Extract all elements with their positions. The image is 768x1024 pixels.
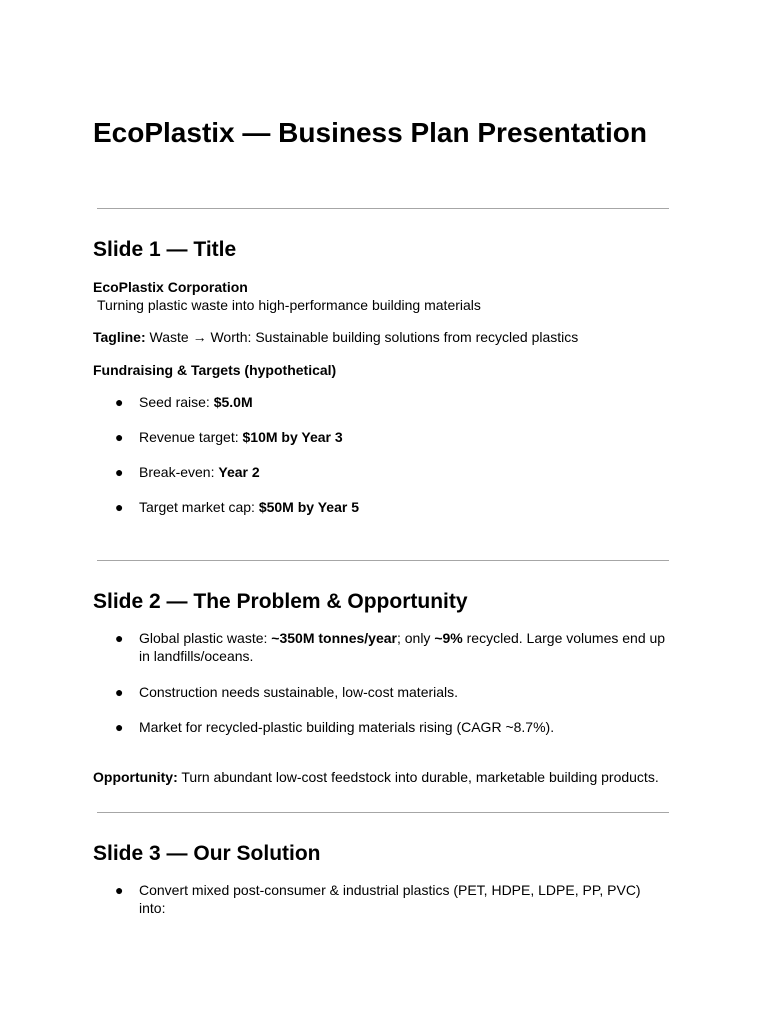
slide-1-heading: Slide 1 — Title xyxy=(93,238,237,261)
bullet-dot: ● xyxy=(115,429,124,445)
list-item-value: Year 2 xyxy=(218,464,260,480)
company-name: EcoPlastix Corporation xyxy=(93,279,248,295)
opportunity-text: Turn abundant low-cost feedstock into durable, marketable building products. xyxy=(177,769,659,785)
tagline-text: Waste → Worth: Sustainable building solutions from recycled plastics xyxy=(145,329,579,345)
list-item xyxy=(139,498,359,516)
fundraising-heading: Fundraising & Targets (hypothetical) xyxy=(93,362,337,378)
list-item: Convert mixed post-consumer & industrial plastics (PET, HDPE, LDPE, PP, PVC) into: xyxy=(139,882,641,916)
list-item xyxy=(139,463,260,481)
list-item-label: Seed raise: xyxy=(139,394,214,410)
tagline xyxy=(93,328,578,346)
bullet-dot: ● xyxy=(115,464,124,480)
list-item xyxy=(139,428,343,446)
bullet-dot: ● xyxy=(115,499,124,515)
list-item-prefix: Global plastic waste: xyxy=(139,630,272,646)
list-item-value: $5.0M xyxy=(213,394,253,410)
company-subtitle: Turning plastic waste into high-performance building materials xyxy=(97,297,481,313)
list-item xyxy=(139,393,253,411)
bullet-dot: ● xyxy=(115,719,124,735)
list-item-label: Break-even: xyxy=(139,464,219,480)
document-title: EcoPlastix — Business Plan Presentation xyxy=(93,117,647,148)
bullet-dot: ● xyxy=(115,630,124,646)
list-item-label: Target market cap: xyxy=(139,499,259,515)
list-item-value: $50M by Year 5 xyxy=(258,499,359,515)
slide-3-heading: Slide 3 — Our Solution xyxy=(93,842,321,865)
list-item: Market for recycled-plastic building materials rising (CAGR ~8.7%). xyxy=(139,719,555,735)
list-item-middle: ; only xyxy=(396,630,435,646)
bullet-dot: ● xyxy=(115,394,124,410)
divider xyxy=(97,208,669,209)
opportunity-label: Opportunity: xyxy=(93,769,178,785)
list-item-value: $10M by Year 3 xyxy=(242,429,343,445)
divider xyxy=(97,812,669,813)
bullet-dot: ● xyxy=(115,684,124,700)
opportunity-statement xyxy=(93,768,659,786)
plastic-waste-volume: ~350M tonnes/year xyxy=(271,630,397,646)
bullet-dot: ● xyxy=(115,882,124,898)
list-item-suffix: recycled. Large volumes end up in landfills/oceans. xyxy=(139,630,666,664)
recycling-rate: ~9% xyxy=(434,630,463,646)
list-item-label: Revenue target: xyxy=(139,429,243,445)
slide-2-heading: Slide 2 — The Problem & Opportunity xyxy=(93,590,468,613)
divider xyxy=(97,560,669,561)
tagline-label: Tagline: xyxy=(93,329,146,345)
list-item xyxy=(139,629,679,665)
list-item: Construction needs sustainable, low-cost materials. xyxy=(139,684,459,700)
